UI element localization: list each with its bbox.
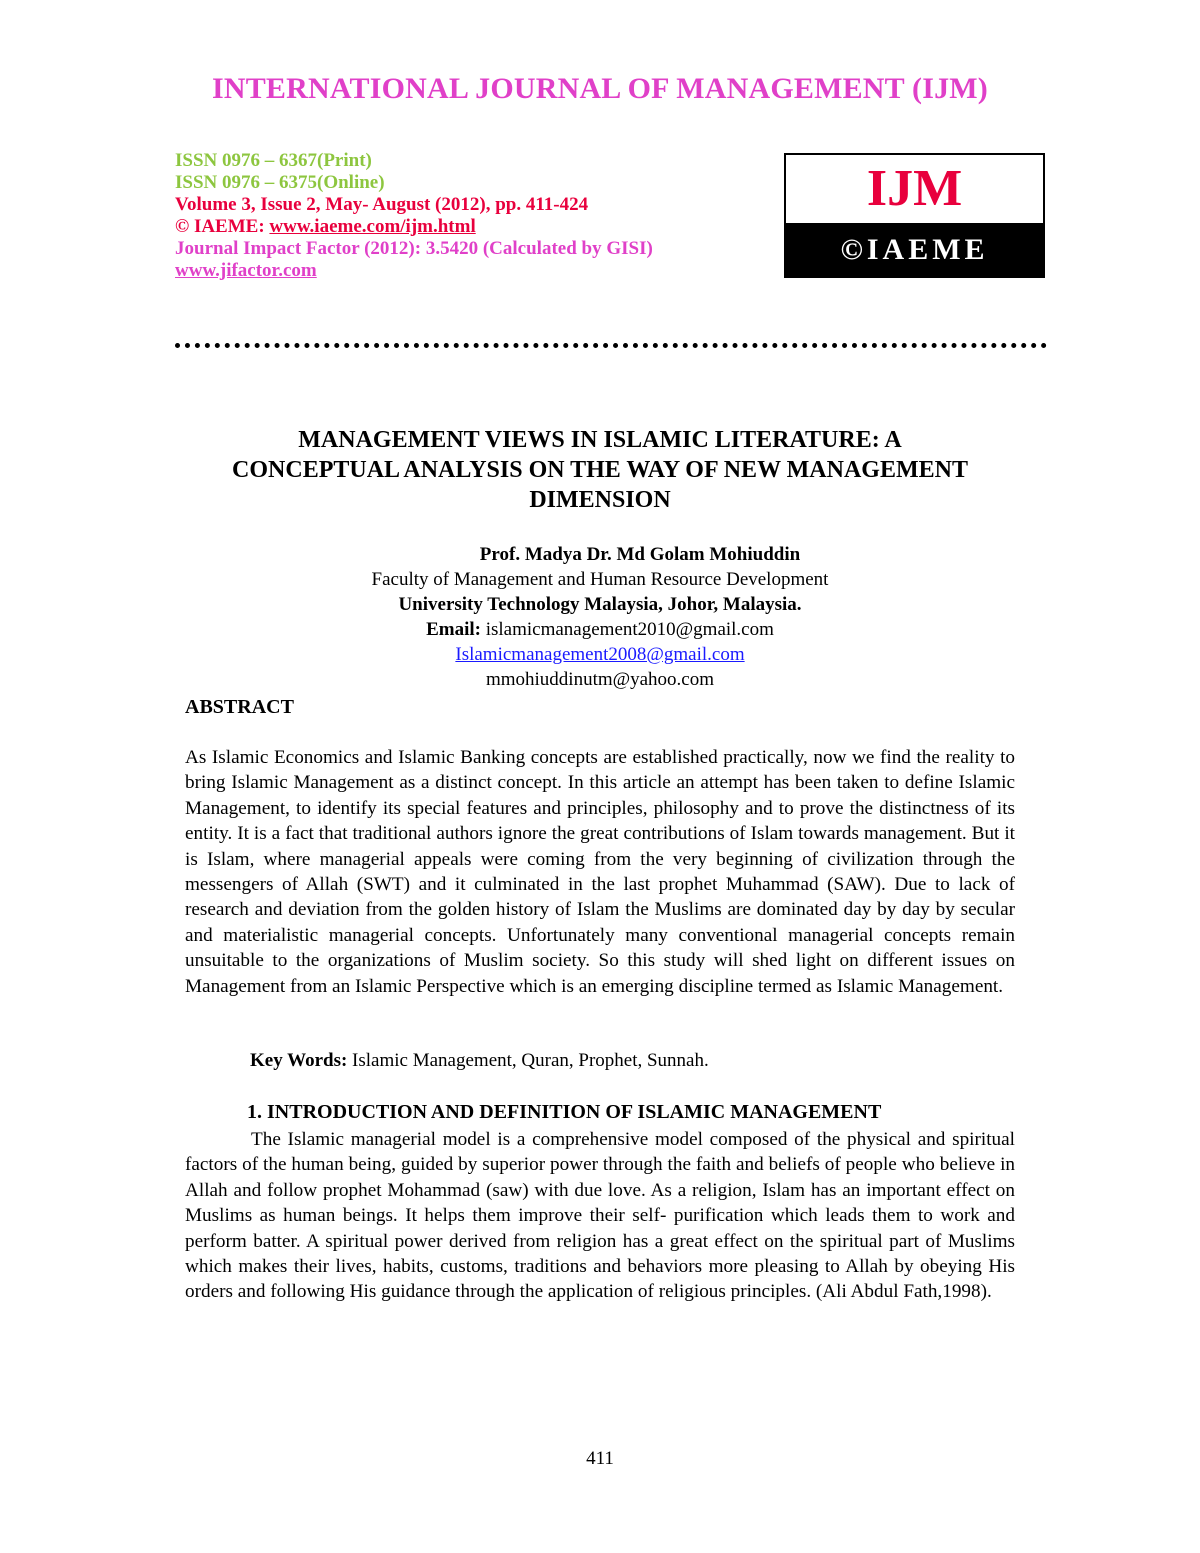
volume-info: Volume 3, Issue 2, May- August (2012), pp. 411-424	[175, 194, 589, 215]
logo-publisher: ©IAEME	[786, 223, 1043, 276]
jifactor-link[interactable]: www.jifactor.com	[175, 260, 317, 281]
keywords-label: Key Words:	[250, 1050, 348, 1071]
title-line-3: DIMENSION	[529, 487, 671, 513]
copyright-prefix: © IAEME:	[175, 216, 270, 237]
email-line	[0, 617, 1200, 642]
journal-title: INTERNATIONAL JOURNAL OF MANAGEMENT (IJM)	[211, 72, 988, 105]
email-label: Email:	[426, 619, 481, 640]
issn-online: ISSN 0976 – 6375(Online)	[175, 172, 385, 193]
email-1: islamicmanagement2010@gmail.com	[480, 619, 774, 640]
author-faculty: Faculty of Management and Human Resource Development	[371, 569, 829, 590]
journal-logo	[784, 153, 1045, 278]
jifactor-line	[175, 260, 653, 282]
keywords-list: Islamic Management, Quran, Prophet, Sunnah.	[347, 1050, 709, 1071]
intro-heading: 1. INTRODUCTION AND DEFINITION OF ISLAMIC MANAGEMENT	[247, 1101, 882, 1123]
logo-acronym: IJM	[786, 155, 1043, 223]
intro-paragraph	[185, 1127, 1015, 1305]
author-name: Prof. Madya Dr. Md Golam Mohiuddin	[479, 544, 801, 565]
title-line-1: MANAGEMENT VIEWS IN ISLAMIC LITERATURE: A	[298, 427, 902, 453]
impact-factor: Journal Impact Factor (2012): 3.5420 (Calculated by GISI)	[175, 238, 653, 259]
email-2-link[interactable]: Islamicmanagement2008@gmail.com	[455, 644, 745, 665]
keywords	[250, 1050, 709, 1072]
copyright-line	[175, 216, 653, 238]
paper-title	[150, 425, 1050, 515]
dotted-divider	[175, 343, 1047, 348]
issn-print: ISSN 0976 – 6367(Print)	[175, 150, 372, 171]
journal-meta	[175, 150, 653, 282]
abstract-body: As Islamic Economics and Islamic Banking concepts are established practically, now we find the reality to bring Islamic Management as a distinct concept. In this article an attempt has been taken to define Islamic Management, to identify its special features and principles, philosophy and to prove the distinctness of its entity. It is a fact that traditional authors ignore the great contributions of Islam towards management. But it is Islam, where managerial appeals were coming from the very beginning of civilization through the messengers of Allah (SWT) and it culminated in the last prophet Muhammad (SAW). Due to lack of research and deviation from the golden history of Islam the Muslims are dominated day by day by secular and materialistic managerial concepts. Unfortunately many conventional managerial concepts remain unsuitable to the organizations of Muslim society. So this study will shed light on different issues on Management from an Islamic Perspective which is an emerging discipline termed as Islamic Management.	[185, 747, 1015, 997]
intro-body: The Islamic managerial model is a comprehensive model composed of the physical and spiritual factors of the human being, guided by superior power through the faith and beliefs of people who believe in Allah and follow prophet Mohammad (saw) with due love. As a religion, Islam has an important effect on Muslims as human beings. It helps them improve their self- purification which leads them to work and perform batter. A spiritual power derived from religion has a great effect on the spiritual part of Muslims which makes their lives, habits, customs, traditions and behaviors more pleasing to Allah by obeying His orders and following His guidance through the application of religious principles. (Ali Abdul Fath,1998).	[185, 1129, 1015, 1303]
title-line-2: CONCEPTUAL ANALYSIS ON THE WAY OF NEW MANAGEMENT	[232, 457, 968, 483]
abstract-heading: ABSTRACT	[185, 696, 294, 718]
journal-website-link[interactable]: www.iaeme.com/ijm.html	[269, 216, 476, 237]
email-3: mmohiuddinutm@yahoo.com	[485, 669, 715, 690]
author-block	[0, 542, 1200, 692]
author-university: University Technology Malaysia, Johor, Malaysia.	[398, 594, 802, 615]
page-number: 411	[586, 1448, 614, 1469]
